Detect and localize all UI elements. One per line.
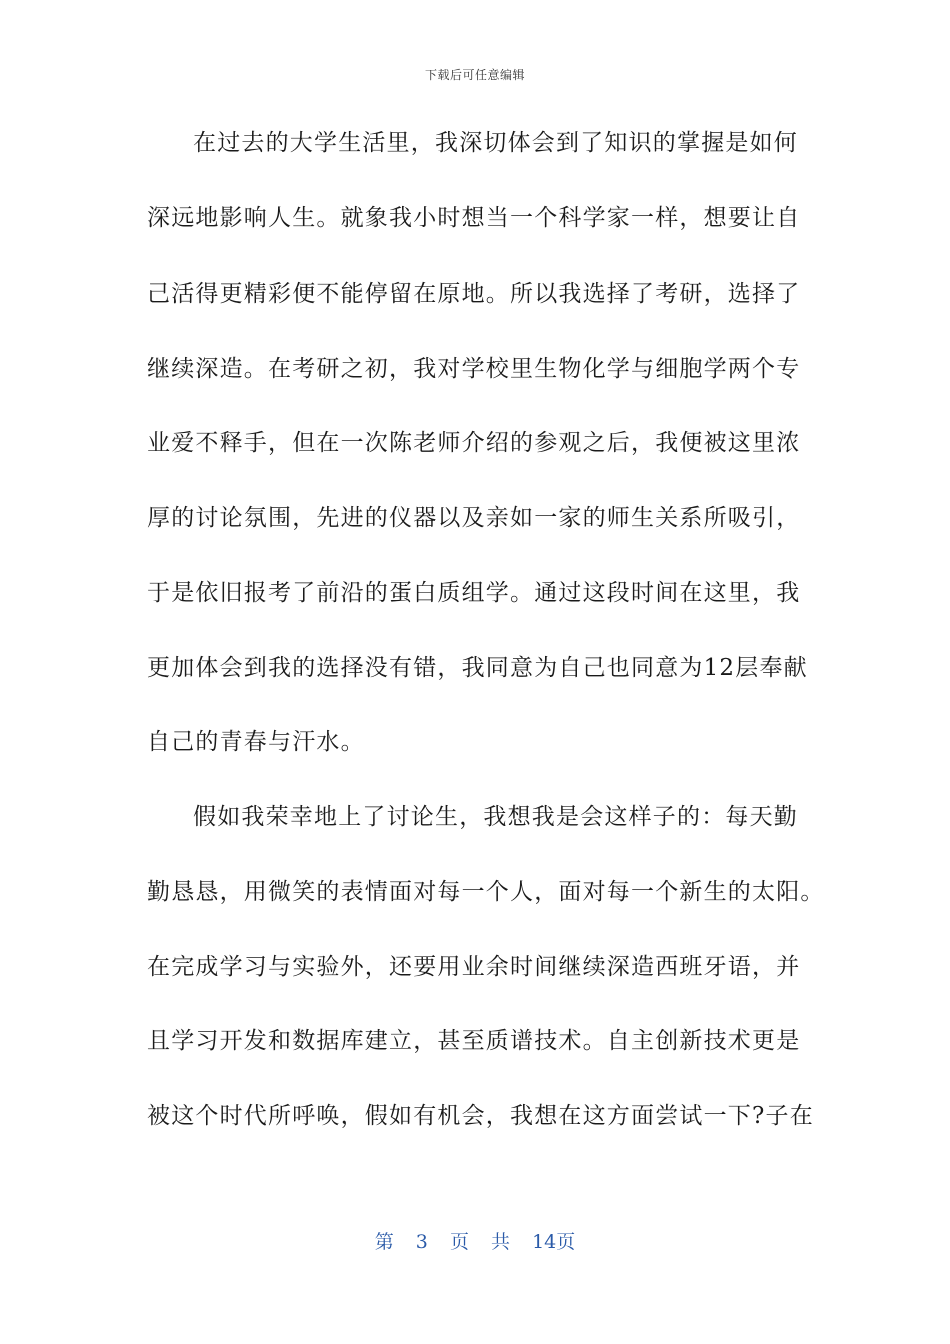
paragraph-1-line-6: 厚的讨论氛围，先进的仪器以及亲如一家的师生关系所吸引，: [147, 505, 801, 531]
footer-label-total: 共: [491, 1231, 511, 1253]
footer-label-prefix: 第: [374, 1231, 394, 1253]
paragraph-2-line-5: 被这个时代所呼唤，假如有机会，我想在这方面尝试一下?子在: [147, 1103, 814, 1129]
paragraph-1-line-4: 继续深造。在考研之初，我对学校里生物化学与细胞学两个专: [147, 356, 801, 382]
page-header: 下载后可任意编辑: [424, 68, 525, 82]
paragraph-1-line-8: 更加体会到我的选择没有错，我同意为自己也同意为12层奉献: [147, 655, 808, 681]
paragraph-2-line-3: 在完成学习与实验外，还要用业余时间继续深造西班牙语，并: [147, 954, 801, 980]
paragraph-1-line-7: 于是依旧报考了前沿的蛋白质组学。通过这段时间在这里，我: [147, 580, 801, 606]
paragraph-2-line-1: 假如我荣幸地上了讨论生，我想我是会这样子的：每天勤: [193, 804, 798, 830]
paragraph-2-line-2: 勤恳恳，用微笑的表情面对每一个人，面对每一个新生的太阳。: [147, 879, 825, 905]
page-footer: [0, 1227, 950, 1254]
paragraph-1-line-2: 深远地影响人生。就象我小时想当一个科学家一样，想要让自: [147, 205, 801, 231]
paragraph-1-line-5: 业爱不释手，但在一次陈老师介绍的参观之后，我便被这里浓: [147, 430, 801, 456]
footer-current-page: 3: [415, 1231, 428, 1253]
paragraph-1-line-9: 自己的青春与汗水。: [147, 729, 365, 755]
paragraph-2-line-4: 且学习开发和数据库建立，甚至质谱技术。自主创新技术更是: [147, 1028, 801, 1054]
footer-total-pages: 14页: [532, 1231, 576, 1253]
paragraph-1-line-1: 在过去的大学生活里，我深切体会到了知识的掌握是如何: [193, 130, 798, 156]
paragraph-1-line-3: 己活得更精彩便不能停留在原地。所以我选择了考研，选择了: [147, 281, 801, 307]
footer-label-mid: 页: [449, 1231, 469, 1253]
